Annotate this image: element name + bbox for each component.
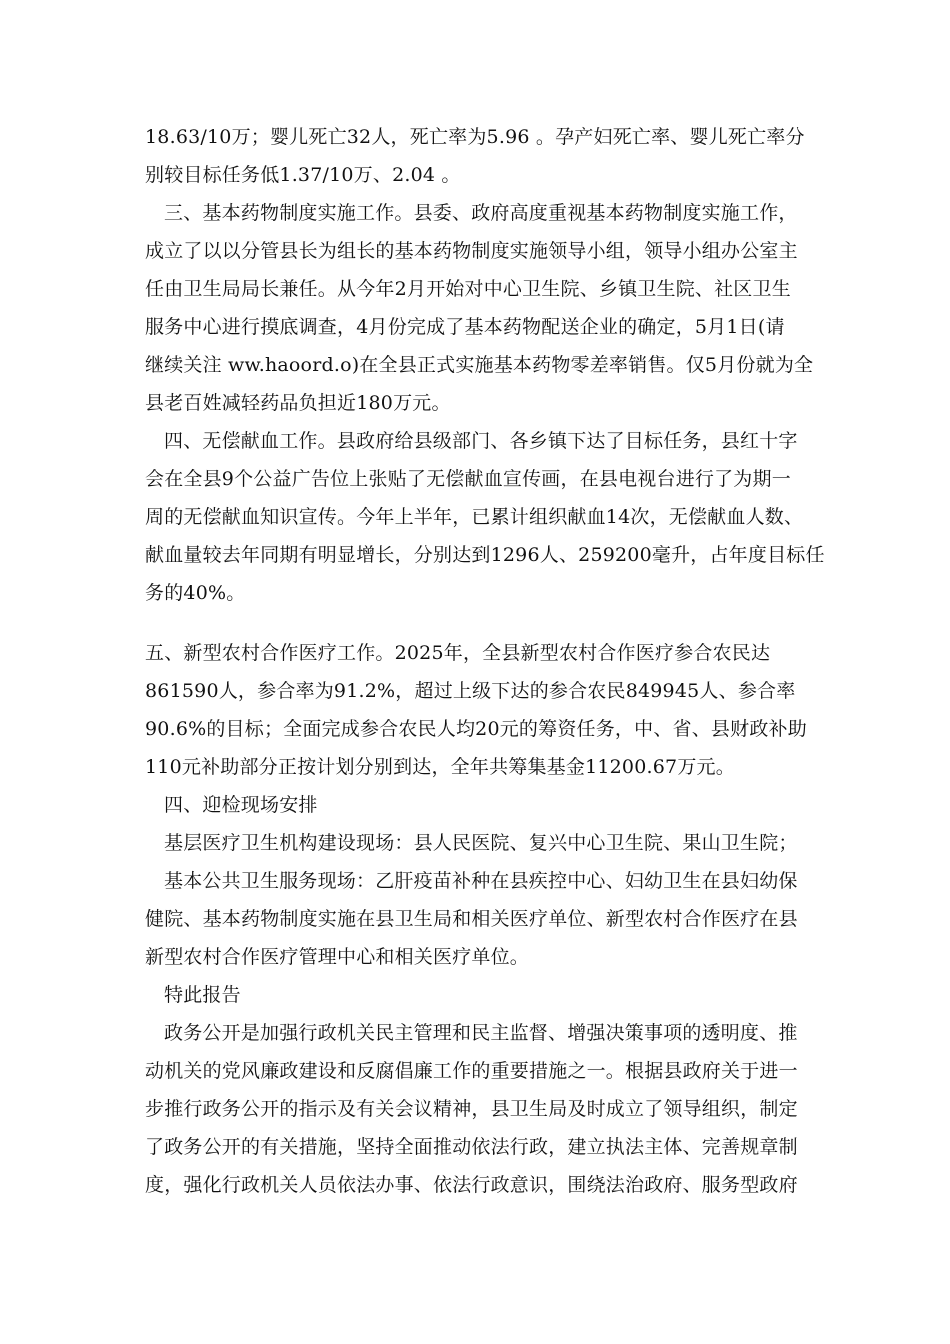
text-line: 18.63/10万；婴儿死亡32人，死亡率为5.96 。孕产妇死亡率、婴儿死亡率分 [145, 126, 805, 148]
text-line: 步推行政务公开的指示及有关会议精神，县卫生局及时成立了领导组织，制定 [145, 1098, 798, 1120]
text-line: 周的无偿献血知识宣传。今年上半年，已累计组织献血14次，无偿献血人数、 [145, 506, 804, 528]
text-line: 了政务公开的有关措施，坚持全面推动依法行政，建立执法主体、完善规章制 [145, 1136, 798, 1158]
text-line: 110元补助部分正按计划分别到达，全年共筹集基金11200.67万元。 [145, 756, 735, 778]
text-line: 任由卫生局局长兼任。从今年2月开始对中心卫生院、乡镇卫生院、社区卫生 [145, 278, 791, 300]
text-line: 政务公开是加强行政机关民主管理和民主监督、增强决策事项的透明度、推 [164, 1022, 798, 1044]
section-heading: 四、迎检现场安排 [164, 794, 318, 816]
text-line: 度，强化行政机关人员依法办事、依法行政意识，围绕法治政府、服务型政府 [145, 1174, 798, 1196]
text-line: 会在全县9个公益广告位上张贴了无偿献血宣传画，在县电视台进行了为期一 [145, 468, 791, 490]
text-line: 特此报告 [164, 984, 241, 1006]
text-line: 务的40%。 [145, 582, 246, 604]
text-line: 四、无偿献血工作。县政府给县级部门、各乡镇下达了目标任务，县红十字 [164, 430, 798, 452]
text-line: 五、新型农村合作医疗工作。2025年，全县新型农村合作医疗参合农民达 [145, 642, 771, 664]
text-line: 献血量较去年同期有明显增长，分别达到1296人、259200毫升，占年度目标任 [145, 544, 825, 566]
text-line: 继续关注 ww.haoord.o)在全县正式实施基本药物零差率销售。仅5月份就为全 [145, 354, 814, 376]
text-line: 90.6%的目标；全面完成参合农民人均20元的筹资任务，中、省、县财政补助 [145, 718, 807, 740]
text-line: 动机关的党风廉政建设和反腐倡廉工作的重要措施之一。根据县政府关于进一 [145, 1060, 798, 1082]
text-line: 健院、基本药物制度实施在县卫生局和相关医疗单位、新型农村合作医疗在县 [145, 908, 798, 930]
text-line: 基层医疗卫生机构建设现场：县人民医院、复兴中心卫生院、果山卫生院； [164, 832, 798, 854]
text-line: 861590人，参合率为91.2%，超过上级下达的参合农民849945人、参合率 [145, 680, 796, 702]
text-line: 服务中心进行摸底调查，4月份完成了基本药物配送企业的确定，5月1日(请 [145, 316, 785, 338]
text-line: 新型农村合作医疗管理中心和相关医疗单位。 [145, 946, 530, 968]
text-line: 基本公共卫生服务现场：乙肝疫苗补种在县疾控中心、妇幼卫生在县妇幼保 [164, 870, 798, 892]
text-line: 成立了以以分管县长为组长的基本药物制度实施领导小组，领导小组办公室主 [145, 240, 798, 262]
text-line: 别较目标任务低1.37/10万、2.04 。 [145, 164, 461, 186]
text-line: 县老百姓减轻药品负担近180万元。 [145, 392, 451, 414]
text-line: 三、基本药物制度实施工作。县委、政府高度重视基本药物制度实施工作， [164, 202, 798, 224]
